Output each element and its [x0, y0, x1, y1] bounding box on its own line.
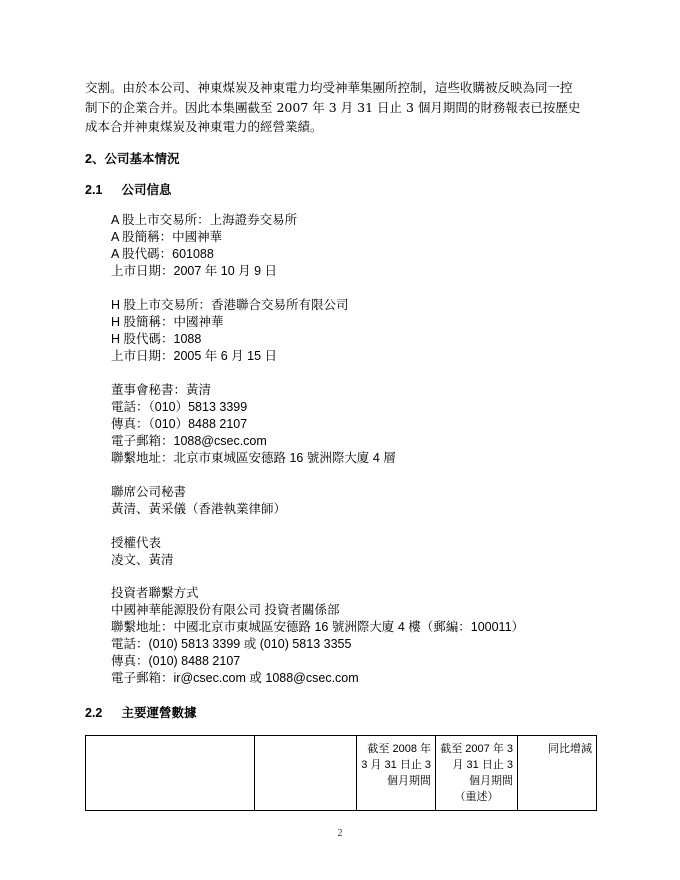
intro-line: 制下的企業合并。因此本集團截至 2007 年 3 月 31 日止 3 個月期間的財務報表已按歷史: [85, 99, 581, 115]
info-line: H 股簡稱：中國神華: [111, 315, 224, 329]
restated-note: （重述）: [454, 791, 499, 803]
info-line: 董事會秘書：黃清: [111, 383, 212, 397]
intro-line: 成本合并神東煤炭及神東電力的經營業績。: [85, 119, 323, 134]
info-line: A 股上市交易所：上海證券交易所: [111, 213, 298, 227]
info-line: 授權代表: [111, 536, 162, 550]
header-cell: [255, 736, 357, 811]
authorized-rep-info: [111, 535, 174, 569]
operating-data-table: [85, 735, 597, 811]
section-2-1-heading: [85, 180, 172, 198]
info-line: 上市日期：2005 年 6 月 15 日: [111, 349, 278, 363]
section-title: 公司信息: [121, 183, 172, 197]
info-line: H 股代碼：1088: [111, 332, 202, 346]
table-header-row: [86, 736, 597, 811]
info-line: 電子郵箱：1088@csec.com: [111, 434, 267, 448]
info-line: 投資者聯繫方式: [111, 586, 199, 600]
info-line: 聯席公司秘書: [111, 485, 187, 499]
info-line: 傳真：(010) 8488 2107: [111, 654, 241, 668]
info-line: 聯繫地址：北京市東城區安德路 16 號洲際大廈 4 層: [111, 451, 396, 465]
info-line: 上市日期：2007 年 10 月 9 日: [111, 264, 278, 278]
board-secretary-info: [111, 382, 396, 467]
header-cell: 同比增減: [518, 736, 597, 811]
info-line: 凌文、黃清: [111, 553, 174, 567]
header-text: 截至 2007 年 3 月 31 日止 3 個月期間: [440, 743, 513, 787]
h-share-info: [111, 297, 349, 365]
info-line: 電話：（010）5813 3399: [111, 400, 248, 414]
info-line: 聯繫地址：中國北京市東城區安德路 16 號洲際大廈 4 樓（郵編：100011）: [111, 620, 525, 634]
header-cell: [86, 736, 255, 811]
section-number: 2.2: [85, 706, 103, 720]
header-cell: [436, 736, 518, 811]
page-number: 2: [337, 828, 343, 839]
info-line: 電話：(010) 5813 3399 或 (010) 5813 3355: [111, 637, 352, 651]
info-line: A 股代碼：601088: [111, 247, 214, 261]
joint-secretary-info: [111, 484, 286, 518]
section-2-2-heading: [85, 703, 197, 721]
intro-paragraph: [85, 78, 605, 137]
section-title: 主要運營數據: [121, 706, 197, 720]
a-share-info: [111, 212, 297, 280]
info-line: 中國神華能源股份有限公司 投資者關係部: [111, 603, 340, 617]
section-2-heading: 2、公司基本情況: [85, 152, 180, 166]
info-line: H 股上市交易所：香港聯合交易所有限公司: [111, 298, 349, 312]
investor-contact-info: [111, 585, 524, 687]
info-line: 傳真：（010）8488 2107: [111, 417, 248, 431]
intro-line: 交割。由於本公司、神東煤炭及神東電力均受神華集團所控制，這些收購被反映為同一控: [85, 80, 573, 95]
header-text: 截至 2008 年 3 月 31 日止 3 個月期間: [361, 743, 431, 787]
info-line: 電子郵箱：ir@csec.com 或 1088@csec.com: [111, 671, 359, 685]
info-line: 黃清、黃采儀（香港執業律師）: [111, 502, 287, 516]
section-number: 2.1: [85, 183, 103, 197]
header-cell: [357, 736, 436, 811]
info-line: A 股簡稱：中國神華: [111, 230, 223, 244]
